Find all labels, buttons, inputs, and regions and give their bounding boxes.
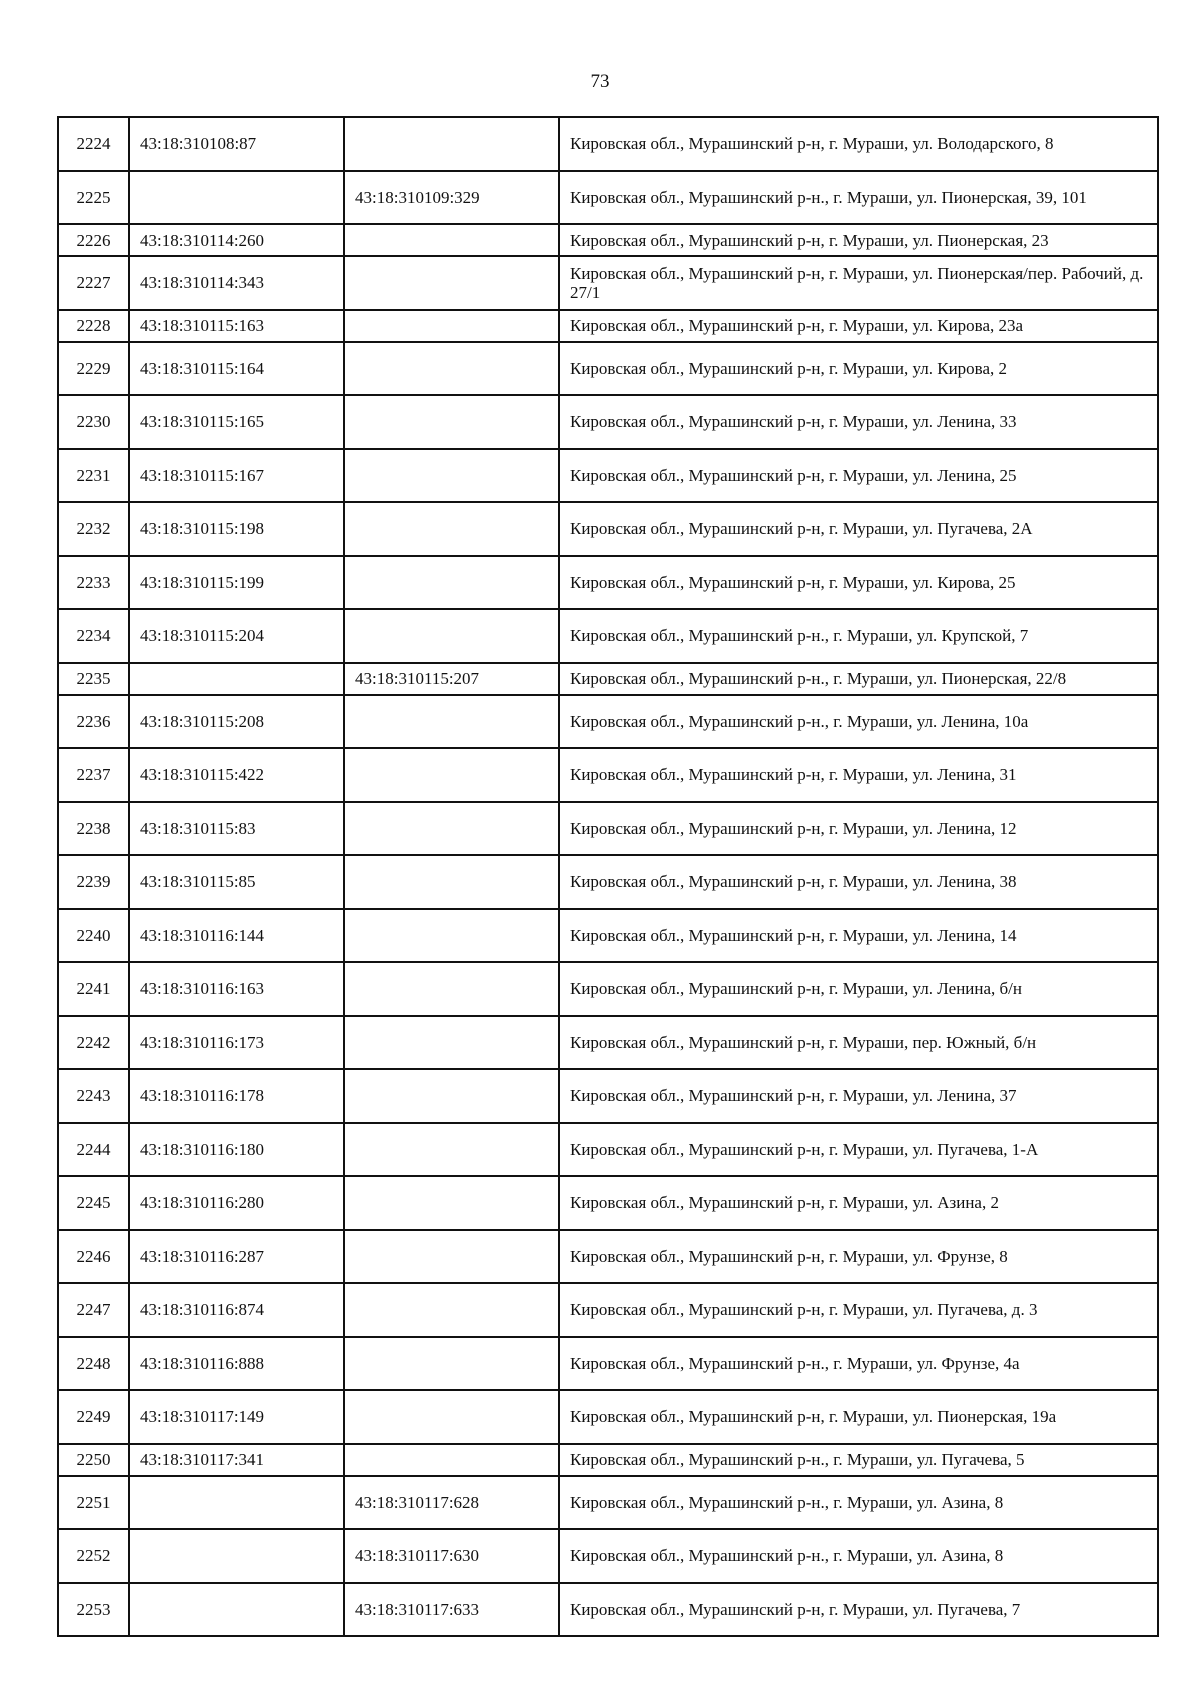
row-number-cell: 2238 [58, 802, 129, 856]
row-number-cell: 2248 [58, 1337, 129, 1391]
row-number-cell: 2244 [58, 1123, 129, 1177]
row-number-cell: 2242 [58, 1016, 129, 1070]
cadastral-number-alt-cell [344, 342, 559, 396]
cadastral-number-cell [129, 663, 344, 695]
table-row [58, 449, 1158, 503]
table-row [58, 224, 1158, 256]
table-row [58, 117, 1158, 171]
table-row [58, 1176, 1158, 1230]
cadastral-table [57, 116, 1159, 1637]
cadastral-number-alt-cell [344, 1123, 559, 1177]
table-row [58, 342, 1158, 396]
cadastral-number-alt-cell [344, 1069, 559, 1123]
cadastral-number-alt-cell [344, 695, 559, 749]
cadastral-number-alt-cell: 43:18:310109:329 [344, 171, 559, 225]
table-row [58, 695, 1158, 749]
table-row [58, 962, 1158, 1016]
table-row [58, 909, 1158, 963]
row-number-cell: 2241 [58, 962, 129, 1016]
table-row [58, 802, 1158, 856]
cadastral-number-cell: 43:18:310116:173 [129, 1016, 344, 1070]
address-cell: Кировская обл., Мурашинский р-н, г. Мураши, пер. Южный, б/н [559, 1016, 1158, 1070]
cadastral-number-cell: 43:18:310116:874 [129, 1283, 344, 1337]
row-number-cell: 2227 [58, 256, 129, 310]
address-cell: Кировская обл., Мурашинский р-н, г. Мураши, ул. Пионерская, 23 [559, 224, 1158, 256]
table-row [58, 663, 1158, 695]
row-number-cell: 2225 [58, 171, 129, 225]
row-number-cell: 2234 [58, 609, 129, 663]
table-row [58, 1069, 1158, 1123]
cadastral-number-alt-cell [344, 1176, 559, 1230]
table-row [58, 1529, 1158, 1583]
cadastral-number-alt-cell [344, 256, 559, 310]
address-cell: Кировская обл., Мурашинский р-н, г. Мураши, ул. Пугачева, д. 3 [559, 1283, 1158, 1337]
row-number-cell: 2233 [58, 556, 129, 610]
row-number-cell: 2246 [58, 1230, 129, 1284]
cadastral-number-alt-cell: 43:18:310115:207 [344, 663, 559, 695]
cadastral-number-alt-cell [344, 1390, 559, 1444]
row-number-cell: 2239 [58, 855, 129, 909]
row-number-cell: 2250 [58, 1444, 129, 1476]
row-number-cell: 2232 [58, 502, 129, 556]
table-row [58, 1337, 1158, 1391]
cadastral-number-cell: 43:18:310115:204 [129, 609, 344, 663]
cadastral-number-alt-cell [344, 117, 559, 171]
row-number-cell: 2247 [58, 1283, 129, 1337]
table-body [58, 117, 1158, 1636]
cadastral-number-cell: 43:18:310115:199 [129, 556, 344, 610]
cadastral-number-cell: 43:18:310115:198 [129, 502, 344, 556]
cadastral-number-alt-cell [344, 962, 559, 1016]
address-cell: Кировская обл., Мурашинский р-н, г. Мураши, ул. Ленина, 38 [559, 855, 1158, 909]
row-number-cell: 2228 [58, 310, 129, 342]
cadastral-number-cell: 43:18:310115:167 [129, 449, 344, 503]
address-cell: Кировская обл., Мурашинский р-н, г. Мураши, ул. Ленина, 12 [559, 802, 1158, 856]
cadastral-number-alt-cell [344, 609, 559, 663]
row-number-cell: 2249 [58, 1390, 129, 1444]
cadastral-number-alt-cell [344, 310, 559, 342]
cadastral-number-alt-cell [344, 395, 559, 449]
cadastral-number-cell: 43:18:310116:888 [129, 1337, 344, 1391]
cadastral-number-cell [129, 1476, 344, 1530]
address-cell: Кировская обл., Мурашинский р-н, г. Мураши, ул. Ленина, 14 [559, 909, 1158, 963]
table-row [58, 256, 1158, 310]
row-number-cell: 2240 [58, 909, 129, 963]
row-number-cell: 2229 [58, 342, 129, 396]
cadastral-number-alt-cell [344, 1337, 559, 1391]
row-number-cell: 2253 [58, 1583, 129, 1637]
table-row [58, 1444, 1158, 1476]
cadastral-number-alt-cell [344, 1283, 559, 1337]
row-number-cell: 2252 [58, 1529, 129, 1583]
address-cell: Кировская обл., Мурашинский р-н, г. Мураши, ул. Кирова, 25 [559, 556, 1158, 610]
table-row [58, 1016, 1158, 1070]
cadastral-number-alt-cell [344, 1230, 559, 1284]
cadastral-number-cell: 43:18:310115:165 [129, 395, 344, 449]
address-cell: Кировская обл., Мурашинский р-н, г. Мураши, ул. Пионерская, 19а [559, 1390, 1158, 1444]
table-row [58, 1390, 1158, 1444]
address-cell: Кировская обл., Мурашинский р-н., г. Мураши, ул. Ленина, 10а [559, 695, 1158, 749]
cadastral-number-alt-cell [344, 1016, 559, 1070]
address-cell: Кировская обл., Мурашинский р-н, г. Мураши, ул. Ленина, 33 [559, 395, 1158, 449]
page-number: 73 [590, 71, 610, 92]
cadastral-number-cell: 43:18:310115:422 [129, 748, 344, 802]
address-cell: Кировская обл., Мурашинский р-н., г. Мураши, ул. Азина, 8 [559, 1529, 1158, 1583]
address-cell: Кировская обл., Мурашинский р-н, г. Мураши, ул. Азина, 2 [559, 1176, 1158, 1230]
cadastral-number-cell: 43:18:310115:208 [129, 695, 344, 749]
cadastral-number-cell: 43:18:310117:341 [129, 1444, 344, 1476]
row-number-cell: 2224 [58, 117, 129, 171]
cadastral-number-cell: 43:18:310115:85 [129, 855, 344, 909]
cadastral-number-alt-cell [344, 909, 559, 963]
row-number-cell: 2236 [58, 695, 129, 749]
row-number-cell: 2243 [58, 1069, 129, 1123]
address-cell: Кировская обл., Мурашинский р-н., г. Мураши, ул. Пионерская, 39, 101 [559, 171, 1158, 225]
cadastral-number-cell: 43:18:310115:164 [129, 342, 344, 396]
cadastral-number-cell [129, 171, 344, 225]
cadastral-number-cell [129, 1583, 344, 1637]
cadastral-number-cell: 43:18:310115:163 [129, 310, 344, 342]
address-cell: Кировская обл., Мурашинский р-н., г. Мураши, ул. Крупской, 7 [559, 609, 1158, 663]
table-row [58, 171, 1158, 225]
cadastral-number-cell: 43:18:310116:144 [129, 909, 344, 963]
cadastral-number-cell: 43:18:310116:280 [129, 1176, 344, 1230]
cadastral-number-cell: 43:18:310116:163 [129, 962, 344, 1016]
cadastral-number-alt-cell [344, 502, 559, 556]
table-row [58, 310, 1158, 342]
address-cell: Кировская обл., Мурашинский р-н, г. Мураши, ул. Ленина, 31 [559, 748, 1158, 802]
table-row [58, 502, 1158, 556]
address-cell: Кировская обл., Мурашинский р-н, г. Мураши, ул. Володарского, 8 [559, 117, 1158, 171]
cadastral-number-alt-cell [344, 449, 559, 503]
address-cell: Кировская обл., Мурашинский р-н., г. Мураши, ул. Азина, 8 [559, 1476, 1158, 1530]
cadastral-number-cell: 43:18:310116:287 [129, 1230, 344, 1284]
table-row [58, 1583, 1158, 1637]
row-number-cell: 2251 [58, 1476, 129, 1530]
table-row [58, 855, 1158, 909]
cadastral-number-alt-cell [344, 855, 559, 909]
address-cell: Кировская обл., Мурашинский р-н., г. Мураши, ул. Пугачева, 5 [559, 1444, 1158, 1476]
cadastral-number-cell: 43:18:310115:83 [129, 802, 344, 856]
cadastral-number-cell: 43:18:310108:87 [129, 117, 344, 171]
cadastral-number-cell: 43:18:310114:260 [129, 224, 344, 256]
cadastral-number-alt-cell: 43:18:310117:633 [344, 1583, 559, 1637]
cadastral-number-alt-cell [344, 556, 559, 610]
cadastral-number-alt-cell [344, 224, 559, 256]
table-row [58, 1230, 1158, 1284]
cadastral-number-cell: 43:18:310114:343 [129, 256, 344, 310]
address-cell: Кировская обл., Мурашинский р-н, г. Мураши, ул. Пугачева, 1-А [559, 1123, 1158, 1177]
address-cell: Кировская обл., Мурашинский р-н, г. Мураши, ул. Пугачева, 7 [559, 1583, 1158, 1637]
cadastral-number-alt-cell [344, 802, 559, 856]
row-number-cell: 2226 [58, 224, 129, 256]
cadastral-number-alt-cell: 43:18:310117:630 [344, 1529, 559, 1583]
address-cell: Кировская обл., Мурашинский р-н, г. Мураши, ул. Ленина, б/н [559, 962, 1158, 1016]
cadastral-number-alt-cell [344, 1444, 559, 1476]
table-row [58, 1476, 1158, 1530]
table-row [58, 609, 1158, 663]
row-number-cell: 2231 [58, 449, 129, 503]
cadastral-number-cell [129, 1529, 344, 1583]
address-cell: Кировская обл., Мурашинский р-н, г. Мураши, ул. Кирова, 23а [559, 310, 1158, 342]
row-number-cell: 2245 [58, 1176, 129, 1230]
table-row [58, 748, 1158, 802]
table-row [58, 1123, 1158, 1177]
address-cell: Кировская обл., Мурашинский р-н., г. Мураши, ул. Фрунзе, 4а [559, 1337, 1158, 1391]
row-number-cell: 2237 [58, 748, 129, 802]
cadastral-number-alt-cell: 43:18:310117:628 [344, 1476, 559, 1530]
table-row [58, 395, 1158, 449]
address-cell: Кировская обл., Мурашинский р-н, г. Мураши, ул. Ленина, 25 [559, 449, 1158, 503]
row-number-cell: 2235 [58, 663, 129, 695]
address-cell: Кировская обл., Мурашинский р-н., г. Мураши, ул. Пионерская, 22/8 [559, 663, 1158, 695]
address-cell: Кировская обл., Мурашинский р-н, г. Мураши, ул. Фрунзе, 8 [559, 1230, 1158, 1284]
address-cell: Кировская обл., Мурашинский р-н, г. Мураши, ул. Кирова, 2 [559, 342, 1158, 396]
cadastral-number-cell: 43:18:310116:180 [129, 1123, 344, 1177]
cadastral-number-cell: 43:18:310116:178 [129, 1069, 344, 1123]
row-number-cell: 2230 [58, 395, 129, 449]
address-cell: Кировская обл., Мурашинский р-н, г. Мураши, ул. Пугачева, 2А [559, 502, 1158, 556]
table-row [58, 556, 1158, 610]
address-cell: Кировская обл., Мурашинский р-н, г. Мураши, ул. Пионерская/пер. Рабочий, д. 27/1 [559, 256, 1158, 310]
cadastral-number-cell: 43:18:310117:149 [129, 1390, 344, 1444]
address-cell: Кировская обл., Мурашинский р-н, г. Мураши, ул. Ленина, 37 [559, 1069, 1158, 1123]
table-row [58, 1283, 1158, 1337]
cadastral-number-alt-cell [344, 748, 559, 802]
